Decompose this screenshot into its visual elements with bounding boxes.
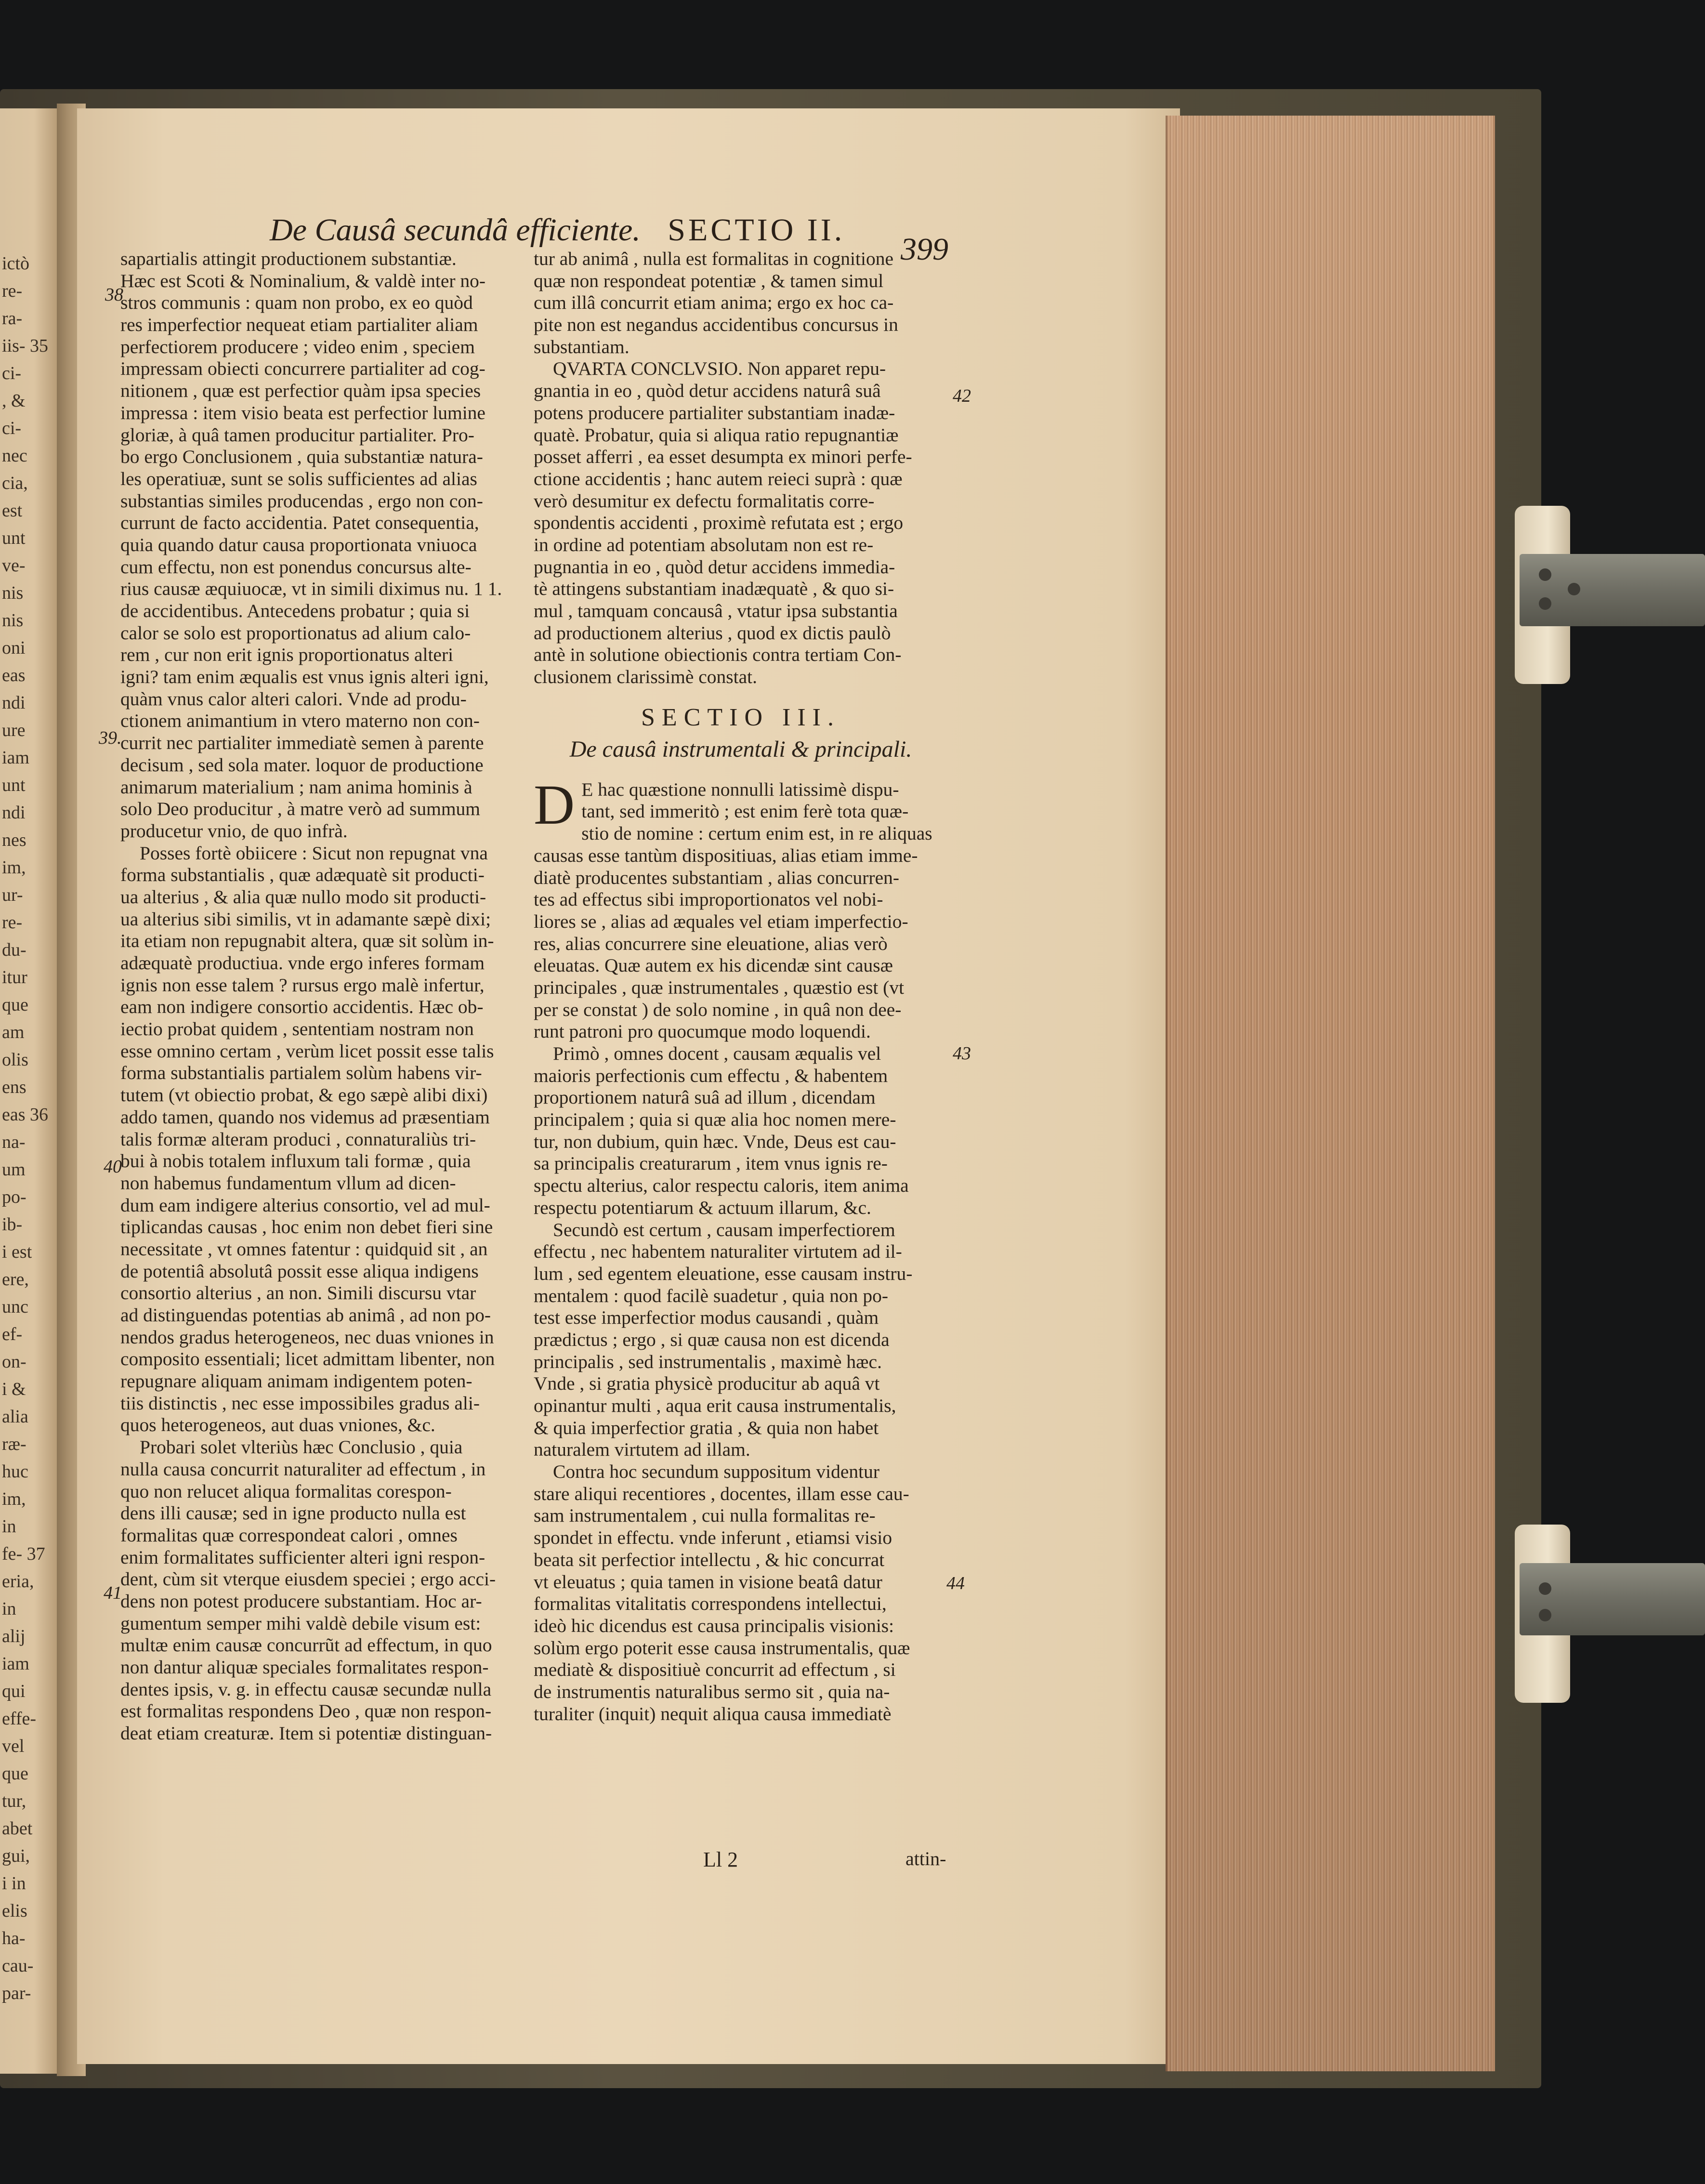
text-line: tutem (vt obiectio probat, & ego sæpè alibi dixi) [120,1084,488,1106]
text-line: solùm ergo poterit esse causa instrumentalis, quæ [534,1637,910,1658]
text-line: spondet in effectu. vnde inferunt , etiamsi visio [534,1527,892,1549]
text-line: bui à nobis totalem influxum tali formæ , quia [120,1150,471,1172]
text-line: antè in solutione obiectionis contra tertiam Con- [534,644,902,666]
text-line: res, alias concurrere sine eleuatione, alias verò [534,933,888,954]
text-line: sam instrumentalem , cui nulla formalitas re- [534,1505,876,1526]
text-line: lum , sed egentem eleuatione, esse causam instru- [534,1263,913,1284]
text-line: deat etiam creaturæ. Item si potentiæ distinguan- [120,1723,492,1744]
text-line: quæ non respondeat potentiæ , & tamen simul [534,270,884,291]
text-line: clusionem clarissimè constat. [534,666,758,688]
text-line: non habemus fundamentum vllum ad dicen- [120,1172,456,1194]
left-page-fragment: unc [2,1297,28,1317]
text-line: ad productionem alterius , quod ex dictis paulò [534,622,891,644]
margin-number: 38 [105,285,123,305]
left-page-fragment: re- [2,281,23,301]
margin-number: 43 [953,1043,971,1064]
text-line: beata sit perfectior intellectu , & hic concurrat [534,1549,885,1570]
right-column-bottom [534,773,948,1725]
left-page-fragment: huc [2,1461,28,1482]
clasp-strap-upper [1520,554,1705,626]
text-line: E hac quæstione nonnulli latissimè dispu- [581,778,899,800]
left-page-fragment: ib- [2,1214,23,1235]
text-line: Probari solet vlteriùs hæc Conclusio , quia [140,1436,463,1458]
left-page-edge [0,108,57,2074]
text-line: pugnantia in eo , quòd detur accidens immedia- [534,556,895,578]
running-head-title: De Causâ secundâ efficiente. [270,212,641,248]
text-line: prædictus ; ergo , si quæ causa non est dicenda [534,1329,890,1350]
text-line: Secundò est certum , causam imperfectiorem [553,1219,895,1240]
text-line: tes ad effectus sibi improportionatos vel nobi- [534,889,883,910]
left-page-fragment: in [2,1516,16,1537]
text-line: est formalitas respondens Deo , quæ non respon- [120,1700,492,1722]
left-page-fragment: ha- [2,1928,26,1948]
text-line: enim formalitates sufficienter alteri igni respon- [120,1546,485,1568]
text-line: talis formæ alteram produci , connaturaliùs tri- [120,1128,476,1150]
text-line: vt eleuatus ; quia tamen in visione beatâ datur [534,1571,882,1592]
text-line: quos heterogeneos, aut duas vniones, &c. [120,1414,435,1436]
text-line: addo tamen, quando nos videmus ad præsentiam [120,1106,490,1128]
rivet [1539,568,1551,581]
left-text-column [120,248,530,1745]
text-line: substantias similes producendas , ergo non con- [120,490,483,512]
text-line: principalem ; quia si quæ alia hoc nomen mere- [534,1109,896,1131]
left-page-fragment: eas [2,665,26,685]
text-line: quàm vnus calor alteri calori. Vnde ad produ- [120,688,467,710]
text-line: nitionem , quæ est perfectior quàm ipsa species [120,380,481,402]
left-page-fragment: par- [2,1983,31,2003]
text-line: currunt de facto accidentia. Patet consequentia, [120,512,479,534]
text-line: de potentiâ absolutâ possit esse aliqua indigens [120,1260,479,1282]
margin-number: 40 [104,1157,122,1177]
text-line: pite non est negandus accidentibus concursus in [534,314,898,336]
text-line: producetur vnio, de quo infrà. [120,820,348,842]
left-page-fragment: du- [2,940,26,960]
text-line: QVARTA CONCLVSIO. Non apparet repu- [553,358,886,380]
left-page-fragment: nis [2,583,24,603]
section-heading: SECTIO III. [641,703,840,731]
left-page-fragment: ure [2,720,26,740]
left-page-fragment: im, [2,857,26,878]
text-line: eleuatas. Quæ autem ex his dicendæ sint causæ [534,955,893,976]
text-line: de accidentibus. Antecedens probatur ; quia si [120,600,470,621]
text-line: dent, cùm sit vterque eiusdem speciei ; ergo acci- [120,1568,496,1590]
margin-number: 42 [953,386,971,406]
text-line: cum effectu, non est ponendus concursus alte- [120,556,472,578]
text-line: maioris perfectionis cum effectu , & habentem [534,1065,888,1086]
rivet [1539,1609,1551,1621]
left-page-fragment: ræ- [2,1434,26,1454]
left-page-fragment: que [2,1763,28,1784]
text-line: ctionem animantium in vtero materno non con- [120,710,480,732]
text-line: multæ enim causæ concurrũt ad effectum, in quo [120,1634,492,1656]
text-line: res imperfectior nequeat etiam partialiter aliam [120,314,478,336]
text-line: necessitate , vt omnes fatentur : quidquid sit , an [120,1238,488,1260]
text-line: dens non potest producere substantiam. Hoc ar- [120,1590,482,1612]
text-line: Contra hoc secundum suppositum videntur [553,1461,879,1483]
text-line: forma substantialis partialem solùm habens vir- [120,1062,482,1084]
text-line: principalis , sed instrumentalis , maximè hæc. [534,1351,882,1372]
text-line: potens producere partialiter substantiam inadæ- [534,402,895,423]
text-line: cum illâ concurrit etiam anima; ergo ex hoc ca- [534,292,894,314]
left-page-fragment: oni [2,638,26,658]
text-line: les operatiuæ, sunt se solis sufficientes ad alias [120,468,477,489]
left-page-fragment: eas 36 [2,1105,49,1125]
text-line: impressam obiecti concurrere partialiter ad cog- [120,358,485,380]
text-line: ad distinguendas potentias ab animâ , ad non po- [120,1304,491,1326]
text-line: gloriæ, à quâ tamen producitur partialiter. Pro- [120,424,474,446]
catchword: attin- [905,1848,946,1869]
left-page-fragment: cia, [2,473,28,493]
left-page-fragment: iis- 35 [2,336,49,356]
left-page-fragment: qui [2,1681,26,1701]
text-line: principales , quæ instrumentales , quæstio est (vt [534,976,905,998]
rivet [1539,1582,1551,1595]
text-line: esse omnino certam , verùm licet possit esse talis [120,1040,494,1062]
text-line: Hæc est Scoti & Nominalium, & valdè inter no- [120,270,486,291]
text-line: quatè. Probatur, quia si aliqua ratio repugnantiæ [534,424,899,446]
text-line: opinantur multi , aqua erit causa instrumentalis, [534,1395,896,1416]
text-line: gumentum semper mihi valdè debile visum est: [120,1612,481,1634]
section-subtitle: De causâ instrumentali & principali. [569,736,912,762]
clasp-strap-lower [1520,1563,1705,1635]
text-line: tant, sed immeritò ; est enim ferè tota quæ- [581,801,909,822]
text-line: dens illi causæ; sed in igne producto nulla est [120,1502,466,1524]
left-page-fragment: ve- [2,555,26,576]
page-number: 399 [901,232,948,267]
left-page-fragment: re- [2,912,23,933]
left-page-fragment: am [2,1022,25,1042]
margin-number: 39. [99,728,122,748]
left-page-fragment: ef- [2,1324,23,1344]
text-line: nulla causa concurrit naturaliter ad effectum , in [120,1458,486,1480]
text-line: spectu alterius, calor respectu caloris, item anima [534,1175,909,1197]
text-line: test esse imperfectior modus causandi , quàm [534,1307,879,1329]
left-page-fragment: ci- [2,363,22,383]
text-line: dum eam indigere alterius consortio, vel ad mul- [120,1194,490,1216]
running-head [270,212,845,249]
left-page-fragment: ci- [2,418,22,438]
text-line: & quia imperfectior gratia , & quia non habet [534,1417,879,1438]
text-line: rius causæ æquiuocæ, vt in simili diximus nu. 1 1. [120,578,502,600]
left-page-fragment: nis [2,610,24,631]
left-page-fragment: cau- [2,1956,34,1976]
left-page-fragment: vel [2,1736,25,1756]
left-page-fragment: olis [2,1050,28,1070]
text-line: ctione accidentis ; hanc autem reieci suprà : quæ [534,468,903,489]
text-line: turaliter (inquit) nequit aliqua causa immediatè [534,1703,892,1724]
left-page-fragment: elis [2,1901,27,1921]
text-line: mediatè & dispositiuè concurrit ad effectum , si [534,1659,896,1681]
text-line: quia quando datur causa proportionata vniuoca [120,534,477,555]
text-line: respectu potentiarum & actuum illarum, &c. [534,1197,871,1218]
text-line: ignis non esse talem ? rursus ergo malè infertur, [120,974,485,996]
left-page-fragment: nes [2,830,26,850]
text-line: repugnare aliquam animam indigentem poten- [120,1370,472,1392]
text-line: tiplicandas causas , hoc enim non debet fieri sine [120,1216,493,1238]
text-line: quo non relucet aliqua formalitas corespon- [120,1480,452,1502]
left-page-fragment: eria, [2,1571,34,1592]
text-line: posset afferri , ea esset desumpta ex minori perfe- [534,446,912,468]
text-line: tiis distinctis , nec esse impossibiles gradus ali- [120,1392,480,1414]
left-page-fragment: po- [2,1187,26,1207]
left-page-fragment: ndi [2,803,26,823]
running-head-section: SECTIO II. [668,212,845,248]
left-page-fragment: ur- [2,885,23,905]
text-line: formalitas vitalitatis correspondens intellectui, [534,1593,887,1615]
left-page-fragment: abet [2,1818,33,1839]
text-line: liores se , alias ad æquales vel etiam imperfectio- [534,910,908,932]
right-text-column [534,248,948,1725]
left-page-fragment: alij [2,1626,26,1646]
left-page-fragment: i & [2,1379,26,1399]
text-line: spondentis accidenti , proximè refutata est ; ergo [534,512,904,534]
left-page-fragment: na- [2,1132,26,1152]
text-line: forma substantialis , quæ adæquatè sit producti- [120,864,485,886]
text-line: substantiam. [534,336,630,357]
left-page-fragment: i in [2,1873,26,1894]
text-line: eam non indigere consortio accidentis. Hæc ob- [120,996,484,1018]
text-line: ita etiam non repugnabit altera, quæ sit solùm in- [120,930,494,952]
left-page-fragment: , & [2,391,26,411]
left-page-fragment: ndi [2,693,26,713]
left-page-fragment: ra- [2,308,23,329]
text-line: stare aliqui recentiores , docentes, illam esse cau- [534,1483,909,1504]
left-page-fragment: iam [2,748,29,768]
text-line: consortio alterius , an non. Simili discursu vtar [120,1282,476,1304]
text-line: mul , tamquam concausâ , vtatur ipsa substantia [534,600,898,621]
text-line: igni? tam enim æqualis est vnus ignis alteri igni, [120,666,489,688]
text-line: dentes ipsis, v. g. in effectu causæ secundæ nulla [120,1678,492,1700]
text-line: proportionem naturâ suâ ad illum , dicendam [534,1087,876,1108]
text-line: effectu , nec habentem naturaliter virtutem ad il- [534,1241,902,1263]
text-line: ua alterius , & alia quæ nullo modo sit producti- [120,886,486,908]
left-page-fragment: ere, [2,1269,29,1289]
text-line: stros communis : quam non probo, ex eo quòd [120,292,473,314]
text-line: composito essentiali; licet admittam libenter, non [120,1348,495,1370]
left-page-fragment: fe- 37 [2,1544,45,1564]
left-page-fragment: tur, [2,1791,26,1811]
signature-mark: Ll 2 [703,1848,738,1871]
left-page-fragment: ictò [2,253,29,274]
text-line: verò desumitur ex defectu formalitatis corre- [534,490,875,512]
text-line: currit nec partialiter immediatè semen à parente [120,732,484,754]
margin-number: 44 [946,1573,965,1593]
text-line: tur ab animâ , nulla est formalitas in cognitione [534,248,894,269]
text-line: gnantia in eo , quòd detur accidens naturâ suâ [534,380,881,402]
text-line: runt patroni pro quocumque modo loquendi. [534,1021,871,1042]
left-page-fragment: gui, [2,1846,30,1866]
left-page-fragment: est [2,500,23,521]
text-line: in ordine ad potentiam absolutam non est re- [534,534,874,555]
left-page-fragment: unt [2,775,26,795]
rivet [1568,583,1580,595]
right-column-top [534,248,948,688]
text-line: mentalem : quod facilè suadetur , quia non po- [534,1285,889,1306]
text-line: non dantur aliquæ speciales formalitates respon- [120,1657,489,1678]
left-page-fragment: itur [2,967,27,987]
text-line: calor se solo est proportionatus ad alium calo- [120,622,471,644]
text-line: tur, non dubium, quin hæc. Vnde, Deus est cau- [534,1131,896,1152]
text-line: Vnde , si gratia physicè producitur ab aquâ vt [534,1373,880,1395]
left-page-fragment: nec [2,446,27,466]
left-page-fragment: ens [2,1077,26,1097]
left-page-fragment: unt [2,528,26,548]
left-page-fragment: iam [2,1654,29,1674]
drop-cap: D [534,773,575,836]
left-page-fragment: um [2,1159,26,1180]
text-line: decisum , sed sola mater. loquor de productione [120,754,484,776]
text-line: Primò , omnes docent , causam æqualis vel [553,1043,881,1064]
text-line: de instrumentis naturalibus sermo sit , quia na- [534,1681,890,1702]
left-page-fragment: in [2,1599,16,1619]
left-page-fragment: effe- [2,1709,37,1729]
text-line: animarum materialium ; nam anima hominis à [120,776,472,798]
margin-number: 41 [104,1583,122,1603]
text-line: stio de nomine : certum enim est, in re aliquas [581,823,932,844]
text-line: impressa : item visio beata est perfectior lumine [120,402,485,423]
text-line: nendos gradus heterogeneos, nec duas vniones in [120,1326,494,1348]
text-line: Posses fortè obiicere : Sicut non repugnat vna [140,842,488,864]
text-line: perfectiorem producere ; video enim , speciem [120,336,475,357]
left-page-fragment: on- [2,1352,26,1372]
left-page-fragment: que [2,995,28,1015]
left-page-fragment: alia [2,1407,28,1427]
text-line: diatè producentes substantiam , alias concurren- [534,867,900,888]
text-line: tè attingens substantiam inadæquatè , & quo si- [534,578,894,600]
left-page-fragment: i est [2,1242,32,1262]
text-line: formalitas quæ correspondeat calori , omnes [120,1524,458,1546]
text-line: ideò hic dicendus est causa principalis visionis: [534,1615,894,1636]
left-page-fragment: im, [2,1489,26,1509]
text-line: naturalem virtutem ad illam. [534,1439,750,1460]
text-line: sa principalis creaturarum , item vnus ignis re- [534,1153,888,1174]
text-line: ua alterius sibi similis, vt in adamante sæpè dixi; [120,908,491,930]
rivet [1539,597,1551,610]
text-line: solo Deo producitur , à matre verò ad summum [120,798,481,820]
text-line: rem , cur non erit ignis proportionatus alteri [120,644,454,666]
text-line: iectio probat quidem , sententiam nostram non [120,1018,474,1040]
text-line: per se constat ) de solo nomine , in quâ non dee- [534,999,902,1020]
text-line: adæquatè productiua. vnde ergo inferes formam [120,952,485,974]
text-line: bo ergo Conclusionem , quia substantiæ natura- [120,446,483,468]
text-line: sapartialis attingit productionem substantiæ. [120,248,457,269]
text-line: causas esse tantùm dispositiuas, alias etiam imme- [534,844,918,866]
